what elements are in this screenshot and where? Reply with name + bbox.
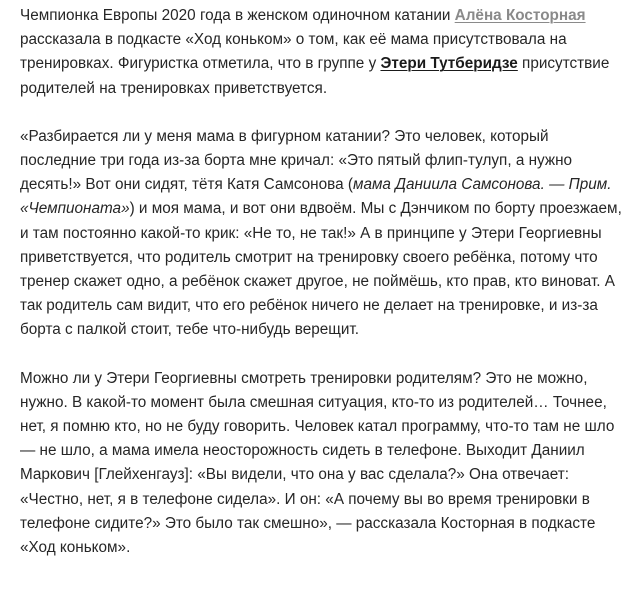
intro-text-1: Чемпионка Европы 2020 года в женском одиночном катании <box>20 7 455 24</box>
link-eteri-tutberidze[interactable]: Этери Тутберидзе <box>380 55 518 73</box>
quote2-text: Можно ли у Этери Георгиевны смотреть тренировки родителям? Это не можно, нужно. В какой-то момент была смешная ситуация, кто-то из родителей… Точнее, нет, я помню кто, но не буду говорить. Человек катал программу, что-то там не шло — не шло, а мама имела неосторожность сидеть в телефоне. Выходит Даниил Маркович [Глейхенгауз]: «Вы видели, что она у вас сделала?» Она отвечает: «Честно, нет, я в телефоне сидела». И он: «А почему вы во время тренировки в телефоне сидите?» Это было так смешно», — рассказала Косторная в подкасте «Ход коньком». <box>20 369 615 557</box>
link-alena-kostornaya[interactable]: Алёна Косторная <box>454 7 586 24</box>
paragraph-intro <box>20 4 628 101</box>
paragraph-quote-1 <box>20 125 628 343</box>
intro-text-3: присутствие родителей на тренировках приветствуется. <box>20 55 610 97</box>
quote1-text-1: «Разбирается ли у меня мама в фигурном катании? Это человек, который последние три года из-за борта мне кричал: «Это пятый флип-тулуп, а нужно десять!» Вот они сидят, тётя Катя Самсонова ( <box>20 127 573 194</box>
quote1-text-2: ) и моя мама, и вот они вдвоём. Мы с Дэнчиком по борту проезжаем, и там постоянно какой-то крик: «Не то, не так!» А в принципе у Этери Георгиевны приветствуется, что родитель смотрит на тренировку своего ребёнка, потому что тренер скажет одно, а ребёнок скажет другое, не поймёшь, кто прав, кто виноват. А так родитель сам видит, что его ребёнок ничего не делает на тренировке, и из-за борта с палкой стоит, тебе что-нибудь верещит. <box>20 200 622 339</box>
intro-text-2: рассказала в подкасте «Ход коньком» о том, как её мама присутствовала на тренировках. Фигуристка отметила, что в группе у <box>20 31 567 73</box>
editor-note: мама Даниила Самсонова. — Прим. «Чемпионата» <box>20 176 612 218</box>
paragraph-quote-2 <box>20 367 628 561</box>
